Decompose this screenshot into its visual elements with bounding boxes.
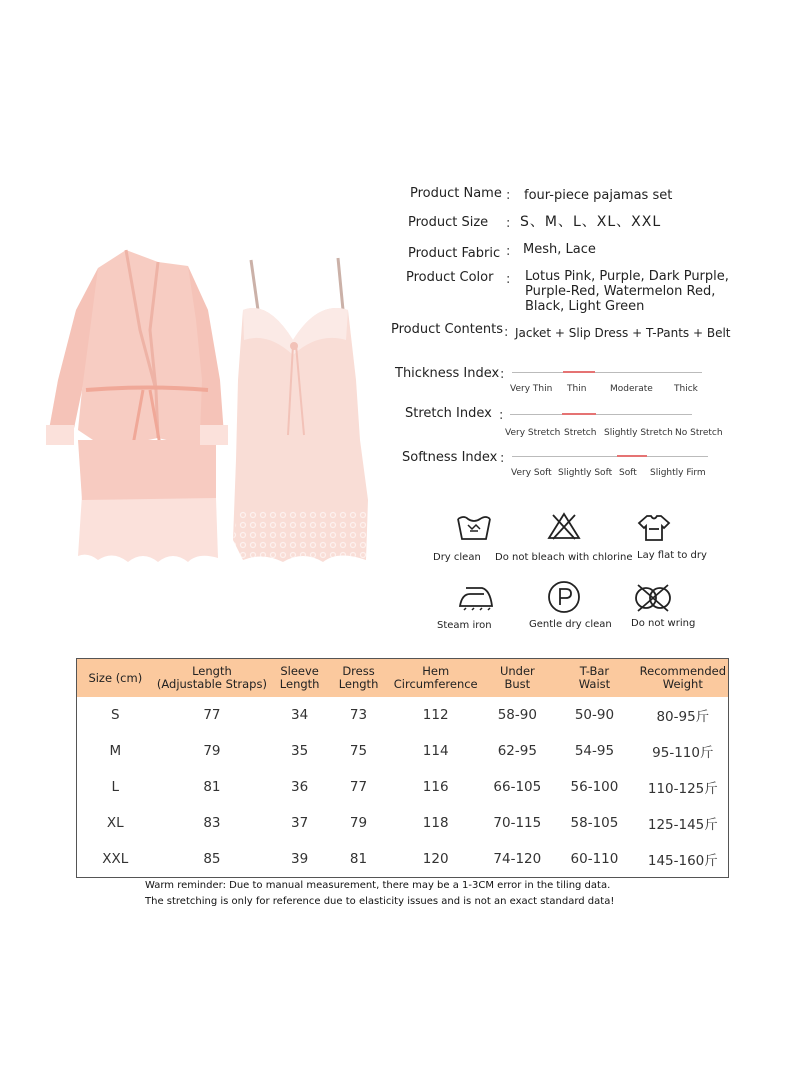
table-cell: 54-95 xyxy=(574,742,615,759)
table-cell: 79 xyxy=(349,814,368,831)
table-cell: L xyxy=(111,778,120,795)
gentle-dry-clean-icon xyxy=(547,580,581,614)
product-fabric-label: Product Fabric xyxy=(408,246,501,261)
table-cell: 81 xyxy=(203,778,221,795)
colon: : xyxy=(500,367,505,382)
size-table xyxy=(76,658,729,878)
robe-illustration xyxy=(46,250,228,562)
table-cell: 34 xyxy=(291,706,309,723)
table-cell: 77 xyxy=(349,778,368,795)
do-not-wring-icon xyxy=(632,583,674,613)
table-row xyxy=(77,733,729,769)
table-cell: 58-105 xyxy=(570,814,619,831)
stretch-scale-marker xyxy=(562,413,596,415)
product-name-value: four-piece pajamas set xyxy=(524,188,673,203)
softness-option: Slightly Firm xyxy=(650,468,706,478)
header-recommended-weight: Recommended Weight xyxy=(638,659,729,698)
table-cell: S xyxy=(111,706,120,723)
size-table-header-row xyxy=(77,659,729,698)
table-cell: 95-110斤 xyxy=(652,744,714,761)
table-cell: 74-120 xyxy=(493,850,542,867)
colon: : xyxy=(506,272,511,287)
stretch-option: Stretch xyxy=(564,428,597,438)
stretch-option: No Stretch xyxy=(675,428,723,438)
product-color-value: Lotus Pink, Purple, Dark Purple, Purple-Red, Watermelon Red, Black, Light Green xyxy=(525,269,729,314)
slip-dress-illustration xyxy=(233,258,368,562)
product-photo xyxy=(38,240,383,575)
stretch-scale-line xyxy=(510,414,692,415)
table-cell: 50-90 xyxy=(574,706,615,723)
care-label-dry-clean: Dry clean xyxy=(433,552,481,563)
thickness-option: Thick xyxy=(674,384,698,394)
warm-reminder-note: Warm reminder: Due to manual measurement, there may be a 1-3CM error in the tiling data. xyxy=(145,880,611,891)
stretch-option: Slightly Stretch xyxy=(604,428,673,438)
table-cell: 75 xyxy=(349,742,368,759)
thickness-option: Thin xyxy=(567,384,587,394)
table-cell: 120 xyxy=(422,850,449,867)
header-under-bust: Under Bust xyxy=(483,659,551,698)
table-cell: 114 xyxy=(422,742,449,759)
care-label-gentle-dry-clean: Gentle dry clean xyxy=(529,619,612,630)
softness-index-label: Softness Index xyxy=(402,450,498,465)
softness-option: Slightly Soft xyxy=(558,468,613,478)
colon: : xyxy=(506,216,511,231)
table-row xyxy=(77,697,729,733)
thickness-index-label: Thickness Index xyxy=(395,366,500,381)
thickness-option: Very Thin xyxy=(510,384,553,394)
care-label-steam-iron: Steam iron xyxy=(437,620,492,631)
header-hem-circumference: Hem Circumference xyxy=(388,659,483,698)
product-contents-label: Product Contents xyxy=(391,322,503,337)
table-row xyxy=(77,805,729,841)
stretching-note: The stretching is only for reference due to elasticity issues and is not an exact standard data! xyxy=(145,896,615,907)
steam-iron-icon xyxy=(458,582,494,612)
table-cell: 116 xyxy=(422,778,449,795)
thickness-scale-line xyxy=(512,372,702,373)
table-cell: 73 xyxy=(349,706,368,723)
table-cell: 112 xyxy=(422,706,449,723)
table-cell: XXL xyxy=(102,850,129,867)
table-cell: 35 xyxy=(291,742,309,759)
no-bleach-icon xyxy=(547,511,581,541)
colon: : xyxy=(499,408,504,423)
table-cell: 56-100 xyxy=(570,778,619,795)
wash-tub-icon xyxy=(456,513,492,543)
table-row xyxy=(77,769,729,805)
colon: : xyxy=(504,325,509,340)
header-length: Length (Adjustable Straps) xyxy=(154,659,271,698)
header-size: Size (cm) xyxy=(77,659,154,698)
product-color-label: Product Color xyxy=(406,270,494,285)
product-size-label: Product Size xyxy=(408,215,489,230)
table-cell: 85 xyxy=(203,850,221,867)
table-cell: 110-125斤 xyxy=(647,780,718,797)
product-contents-value: Jacket + Slip Dress + T-Pants + Belt xyxy=(515,326,731,340)
softness-scale-marker xyxy=(617,455,647,457)
colon: : xyxy=(506,188,511,203)
table-cell: 37 xyxy=(291,814,309,831)
softness-option: Soft xyxy=(619,468,637,478)
product-size-value: S、M、L、XL、XXL xyxy=(520,214,662,230)
table-cell: 83 xyxy=(203,814,221,831)
table-cell: 58-90 xyxy=(497,706,537,723)
header-t-bar-waist: T-Bar Waist xyxy=(551,659,637,698)
header-sleeve-length: Sleeve Length xyxy=(270,659,329,698)
table-cell: 77 xyxy=(203,706,221,723)
table-cell: 66-105 xyxy=(493,778,542,795)
table-cell: 62-95 xyxy=(497,742,537,759)
table-cell: M xyxy=(109,742,122,759)
colon: : xyxy=(500,451,505,466)
product-fabric-value: Mesh, Lace xyxy=(523,242,596,257)
colon: : xyxy=(506,244,511,259)
size-table-body xyxy=(77,697,729,878)
table-cell: 125-145斤 xyxy=(647,816,718,833)
table-cell: 145-160斤 xyxy=(647,852,718,869)
product-name-label: Product Name xyxy=(410,186,502,201)
table-cell: 118 xyxy=(422,814,449,831)
table-cell: 60-110 xyxy=(570,850,619,867)
table-cell: 80-95斤 xyxy=(656,708,710,725)
table-cell: 81 xyxy=(349,850,368,867)
lay-flat-dry-icon xyxy=(637,513,671,543)
care-label-do-not-wring: Do not wring xyxy=(631,618,696,629)
table-cell: 36 xyxy=(291,778,309,795)
care-label-lay-flat: Lay flat to dry xyxy=(637,550,707,561)
care-label-no-bleach: Do not bleach with chlorine xyxy=(495,552,633,563)
table-row xyxy=(77,841,729,878)
thickness-scale-marker xyxy=(563,371,595,373)
softness-scale-line xyxy=(512,456,708,457)
stretch-option: Very Stretch xyxy=(505,428,561,438)
softness-option: Very Soft xyxy=(511,468,552,478)
table-cell: XL xyxy=(106,814,124,831)
table-cell: 79 xyxy=(203,742,221,759)
table-cell: 70-115 xyxy=(493,814,542,831)
header-dress-length: Dress Length xyxy=(329,659,388,698)
thickness-option: Moderate xyxy=(610,384,653,394)
stretch-index-label: Stretch Index xyxy=(405,406,492,421)
table-cell: 39 xyxy=(291,850,309,867)
